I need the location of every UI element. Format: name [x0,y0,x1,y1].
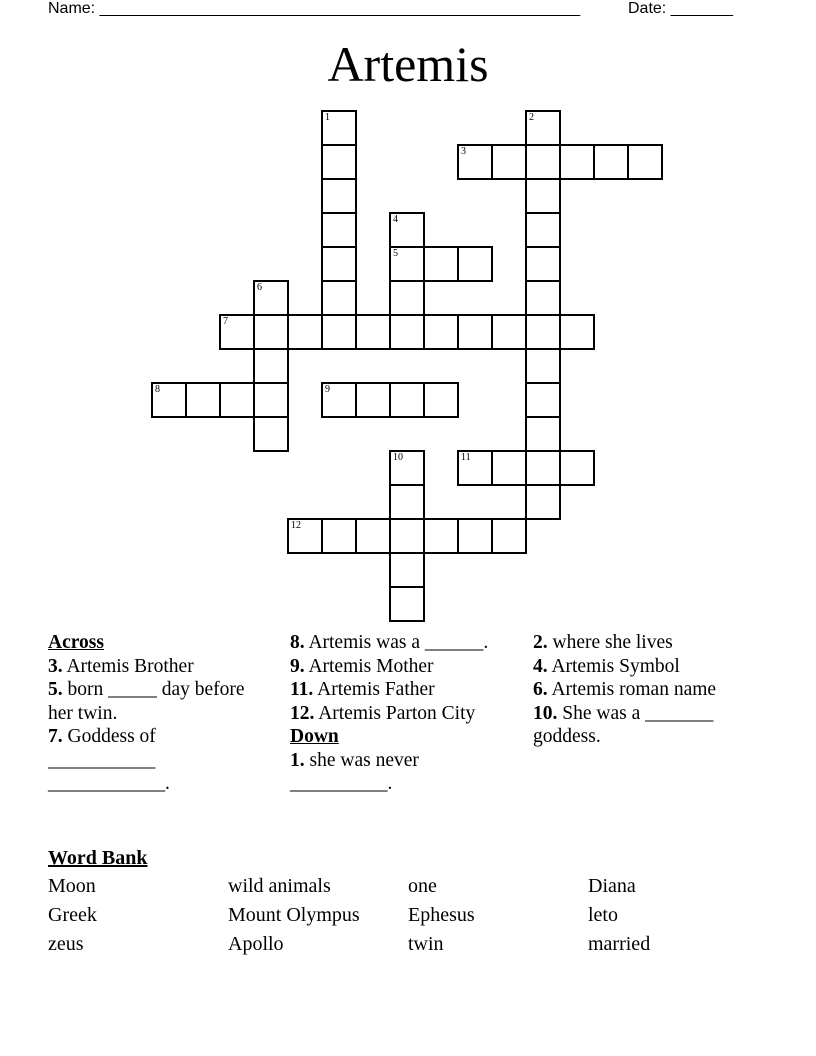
crossword-cell[interactable] [321,144,357,180]
crossword-cell[interactable] [389,246,425,282]
crossword-cell[interactable] [321,518,357,554]
cell-number: 6 [257,282,262,293]
cell-number: 3 [461,146,466,157]
crossword-cell[interactable] [559,450,595,486]
crossword-cell[interactable] [355,314,391,350]
crossword-cell[interactable] [253,382,289,418]
crossword-cell[interactable] [389,382,425,418]
word-bank-item: Diana [588,875,636,897]
crossword-cell[interactable] [525,484,561,520]
clue-number: 7. [48,726,63,747]
clue-across-11 [290,678,520,702]
clue-number: 8. [290,632,305,653]
across-heading: Across [48,632,104,653]
clue-text: Artemis roman name [551,679,717,700]
crossword-cell[interactable] [491,518,527,554]
crossword-cell[interactable] [219,382,255,418]
clue-text: Artemis Parton City [318,702,476,724]
clue-across-7 [48,725,248,796]
crossword-cell[interactable] [559,314,595,350]
crossword-cell[interactable] [457,518,493,554]
clue-down-6 [533,678,763,702]
clue-number: 6. [533,679,548,700]
crossword-cell[interactable] [253,416,289,452]
crossword-cell[interactable] [389,450,425,486]
crossword-cell[interactable] [525,314,561,350]
cell-number: 7 [223,316,228,327]
word-bank-item: wild animals [228,875,331,897]
date-field-label: Date: _______ [628,0,733,17]
clue-text: Goddess of ___________ ____________. [48,726,170,794]
crossword-cell[interactable] [321,212,357,248]
word-bank-item: leto [588,904,618,926]
clue-number: 12. [290,702,315,724]
crossword-cell[interactable] [389,212,425,248]
clue-number: 10. [533,702,558,724]
crossword-cell[interactable] [253,348,289,384]
crossword-cell[interactable] [151,382,187,418]
cell-number: 11 [461,452,471,463]
crossword-cell[interactable] [321,178,357,214]
crossword-cell[interactable] [389,586,425,622]
clue-text: Artemis Symbol [551,655,680,677]
crossword-cell[interactable] [525,450,561,486]
word-bank-item: twin [408,933,444,955]
cell-number: 9 [325,384,330,395]
crossword-cell[interactable] [457,144,493,180]
crossword-cell[interactable] [525,382,561,418]
crossword-cell[interactable] [355,382,391,418]
clue-text: Artemis was a ______. [308,632,489,653]
clue-down-4 [533,655,763,679]
crossword-cell[interactable] [423,246,459,282]
page-title: Artemis [327,36,489,92]
crossword-cell[interactable] [389,280,425,316]
clues-column-1 [48,631,248,796]
crossword-cell[interactable] [389,552,425,588]
down-heading: Down [290,726,339,747]
crossword-cell[interactable] [321,382,357,418]
clue-number: 3. [48,655,63,677]
cell-number: 8 [155,384,160,395]
crossword-cell[interactable] [491,450,527,486]
clue-number: 11. [290,679,314,700]
clue-across-9 [290,655,520,679]
crossword-cell[interactable] [525,212,561,248]
crossword-cell[interactable] [423,314,459,350]
cell-number: 10 [393,452,403,463]
cell-number: 5 [393,248,398,259]
crossword-cell[interactable] [253,280,289,316]
crossword-cell[interactable] [559,144,595,180]
crossword-cell[interactable] [355,518,391,554]
crossword-cell[interactable] [389,314,425,350]
clue-number: 5. [48,679,63,700]
crossword-cell[interactable] [525,110,561,146]
clue-text: Artemis Brother [66,655,194,677]
clue-text: born _____ day before her twin. [48,679,245,724]
clue-down-10 [533,702,763,749]
crossword-cell[interactable] [491,314,527,350]
clue-number: 9. [290,655,305,677]
clue-text: She was a _______ goddess. [533,702,714,747]
clue-number: 4. [533,655,548,677]
crossword-cell[interactable] [525,246,561,282]
crossword-cell[interactable] [321,280,357,316]
crossword-cell[interactable] [423,518,459,554]
clue-across-5 [48,678,248,725]
crossword-cell[interactable] [389,484,425,520]
clue-across-3 [48,655,248,679]
word-bank-item: Apollo [228,933,284,955]
cell-number: 12 [291,520,301,531]
crossword-cell[interactable] [389,518,425,554]
clue-across-12 [290,702,520,726]
crossword-cell[interactable] [457,314,493,350]
word-bank-item: one [408,875,437,897]
clue-down-1 [290,749,520,796]
crossword-cell[interactable] [627,144,663,180]
clue-text: Artemis Mother [308,655,434,677]
crossword-cell[interactable] [185,382,221,418]
clue-number: 1. [290,749,305,771]
clues-column-2 [290,631,520,796]
name-field-label: Name: ______________________________________________________ [48,0,581,17]
word-bank-item: Mount Olympus [228,904,360,926]
clue-across-8 [290,631,520,655]
crossword-cell[interactable] [593,144,629,180]
cell-number: 1 [325,112,330,123]
clue-number: 2. [533,632,548,653]
crossword-cell[interactable] [253,314,289,350]
crossword-cell[interactable] [457,246,493,282]
clues-column-3 [533,631,763,749]
word-bank-item: Greek [48,904,97,926]
crossword-cell[interactable] [457,450,493,486]
cell-number: 2 [529,112,534,123]
word-bank-title: Word Bank [48,847,148,869]
word-bank-item: Moon [48,875,96,897]
word-bank-item: Ephesus [408,904,475,926]
crossword-cell[interactable] [525,416,561,452]
crossword-cell[interactable] [423,382,459,418]
crossword-cell[interactable] [321,314,357,350]
crossword-cell[interactable] [321,246,357,282]
crossword-cell[interactable] [321,110,357,146]
crossword-cell[interactable] [287,518,323,554]
crossword-cell[interactable] [525,144,561,180]
word-bank-item: zeus [48,933,84,955]
word-bank-item: married [588,933,651,955]
crossword-cell[interactable] [491,144,527,180]
clue-text: Artemis Father [317,679,435,700]
clue-down-2 [533,631,763,655]
clue-text: where she lives [552,632,673,653]
crossword-cell[interactable] [525,348,561,384]
crossword-cell[interactable] [525,178,561,214]
cell-number: 4 [393,214,398,225]
crossword-cell[interactable] [219,314,255,350]
crossword-cell[interactable] [287,314,323,350]
crossword-cell[interactable] [525,280,561,316]
clue-text: she was never __________. [290,749,419,794]
